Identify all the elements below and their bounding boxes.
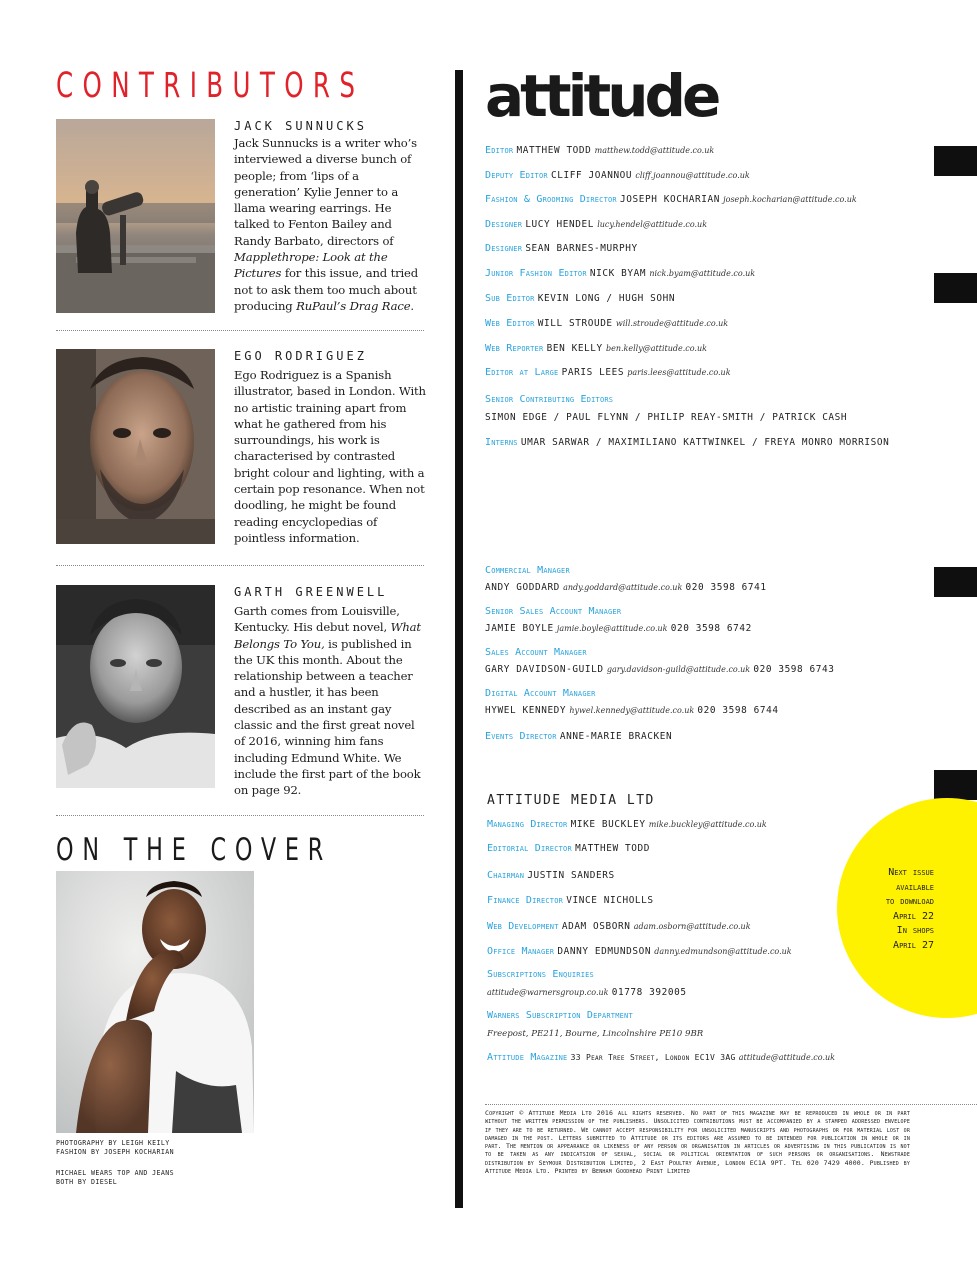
media-heading: ATTITUDE MEDIA LTD: [487, 793, 655, 808]
commercial-role: Commercial Manager: [485, 565, 570, 576]
commercial-contact: JAMIE BOYLE jamie.boyle@attitude.co.uk 020 3598 6742: [485, 623, 752, 634]
subscriptions-role: Subscriptions Enquiries: [487, 969, 594, 980]
media-staff-row: Finance Director VINCE NICHOLLS: [487, 895, 654, 906]
commercial-role: Sales Account Manager: [485, 647, 587, 658]
contributors-heading: CONTRIBUTORS: [56, 66, 365, 106]
warners-role: Warners Subscription Department: [487, 1010, 633, 1021]
contributor-name: GARTH GREENWELL: [234, 585, 388, 599]
legal-divider: [485, 1104, 977, 1105]
staff-row: Editor MATTHEW TODD matthew.todd@attitude.co.uk: [485, 145, 715, 156]
media-staff-row: Chairman JUSTIN SANDERS: [487, 870, 615, 881]
subscriptions-contact: attitude@warnersgroup.co.uk 01778 392005: [487, 987, 687, 998]
contributor-garth-greenwell: [56, 585, 424, 798]
attitude-magazine-row: Attitude Magazine 33 Pear Tree Street, London EC1V 3AG attitude@attitude.co.uk: [487, 1052, 835, 1063]
attitude-logo: attitude: [485, 62, 718, 130]
contributor-photo: [56, 349, 215, 544]
staff-row: Editor at Large PARIS LEES paris.lees@attitude.co.uk: [485, 367, 731, 378]
next-issue-text: Next issue available to download April 22 In shops April 27: [885, 867, 934, 951]
vertical-divider: [455, 70, 463, 1208]
media-staff-row: Office Manager DANNY EDMUNDSON danny.edmundson@attitude.co.uk: [487, 946, 792, 957]
staff-row: Designer LUCY HENDEL lucy.hendel@attitude.co.uk: [485, 219, 708, 230]
staff-row: Web Editor WILL STROUDE will.stroude@attitude.co.uk: [485, 318, 729, 329]
on-the-cover-heading: ON THE COVER: [56, 832, 333, 868]
page-edge-tab: [934, 273, 977, 303]
divider-dotted: [56, 565, 424, 566]
contributor-photo: [56, 585, 215, 788]
commercial-contact: GARY DAVIDSON-GUILD gary.davidson-guild@attitude.co.uk 020 3598 6743: [485, 664, 835, 675]
senior-editors-names: SIMON EDGE / PAUL FLYNN / PHILIP REAY-SMITH / PATRICK CASH: [485, 412, 848, 423]
commercial-role: Senior Sales Account Manager: [485, 606, 622, 617]
senior-editors-role: Senior Contributing Editors: [485, 394, 614, 405]
page-edge-tab: [934, 567, 977, 597]
legal-text: Copyright © Attitude Media Ltd 2016 all rights reserved. No part of this magazine may be reproduced in whole or in part without the written permission of the publishers. Unsolicited contributions must be accompanied by a stamped addressed envelope if they are to be returned. We cannot accept responsibility for unsolicited manuscripts and photographs or for material lost or damaged in the post. Letters submitted to Attitude or its editors are assumed to be intended for publication in whole or in part. The mention or appearance or likeness of any person or organisation in articles or advertising in this publication is not to be taken as any indicatsion of sexual, social or political orientation of such persons or organisations. Newstrade distribution by Seymour Distribution Limited, 2 East Poultry Avenue, London EC1A 9PT. Tel 020 7429 4000. Published by Attitude Media Ltd. Printed by Benham Goodhead Print Limited: [485, 1109, 910, 1176]
warners-address: Freepost, PE211, Bourne, Lincolnshire PE10 9BR: [487, 1029, 704, 1039]
staff-row: Designer SEAN BARNES-MURPHY: [485, 243, 638, 254]
staff-row: Junior Fashion Editor NICK BYAM nick.byam@attitude.co.uk: [485, 268, 756, 279]
staff-row: Deputy Editor CLIFF JOANNOU cliff.joannou@attitude.co.uk: [485, 170, 750, 181]
page-edge-tab: [934, 146, 977, 176]
commercial-contact: ANDY GODDARD andy.goddard@attitude.co.uk 020 3598 6741: [485, 582, 767, 593]
contributor-bio: Jack Sunnucks is a writer who’s interviewed a diverse bunch of people; from ‘lips of a generation’ Kylie Jenner to a llama wearing earrings. He talked to Fenton Bailey and Randy Barbato, directors of Mapplethrope: Look at the Pictures for this issue, and tried not to ask them too much about producing RuPaul’s Drag Race.: [234, 136, 419, 313]
cover-caption: PHOTOGRAPHY BY LEIGH KEILY FASHION BY JOSEPH KOCHARIAN: [56, 1139, 174, 1156]
staff-row: Sub Editor KEVIN LONG / HUGH SOHN: [485, 293, 676, 304]
contributor-bio: Ego Rodriguez is a Spanish illustrator, based in London. With no artistic training apart from what he gathered from his surroundings, his work is characterised by contrasted bright colour and lighting, with a certain pop resonance. When not doodling, he might be found reading encyclopedias of pointless information.: [234, 368, 426, 545]
commercial-contact: HYWEL KENNEDY hywel.kennedy@attitude.co.uk 020 3598 6744: [485, 705, 779, 716]
cover-photo: [56, 871, 254, 1133]
interns-row: Interns UMAR SARWAR / MAXIMILIANO KATTWINKEL / FREYA MONRO MORRISON: [485, 437, 890, 448]
staff-row: Fashion & Grooming Director JOSEPH KOCHARIAN joseph.kocharian@attitude.co.uk: [485, 194, 857, 205]
contributor-name: EGO RODRIGUEZ: [234, 349, 367, 363]
cover-caption-wardrobe: MICHAEL WEARS TOP AND JEANS BOTH BY DIESEL: [56, 1169, 174, 1186]
contributor-name: JACK SUNNUCKS: [234, 119, 367, 133]
contributor-ego-rodriguez: [56, 349, 424, 549]
staff-row: Web Reporter BEN KELLY ben.kelly@attitude.co.uk: [485, 343, 707, 354]
media-staff-row: Editorial Director MATTHEW TODD: [487, 843, 651, 854]
contributor-bio: Garth comes from Louisville, Kentucky. His debut novel, What Belongs To You, is published in the UK this month. About the relationship between a teacher and a hustler, it has been described as an instant gay classic and the first great novel of 2016, winning him fans including Edmund White. We include the first part of the book on page 92.: [234, 604, 421, 798]
media-staff-row: Web Development ADAM OSBORN adam.osborn@attitude.co.uk: [487, 921, 751, 932]
media-staff-row: Managing Director MIKE BUCKLEY mike.buckley@attitude.co.uk: [487, 819, 767, 830]
divider-dotted: [56, 330, 424, 331]
contributor-photo: [56, 119, 215, 313]
contributor-jack-sunnucks: [56, 119, 424, 319]
commercial-role: Digital Account Manager: [485, 688, 596, 699]
page-edge-tab: [934, 770, 977, 800]
divider-dotted: [56, 815, 424, 816]
events-row: Events Director ANNE-MARIE BRACKEN: [485, 731, 673, 742]
